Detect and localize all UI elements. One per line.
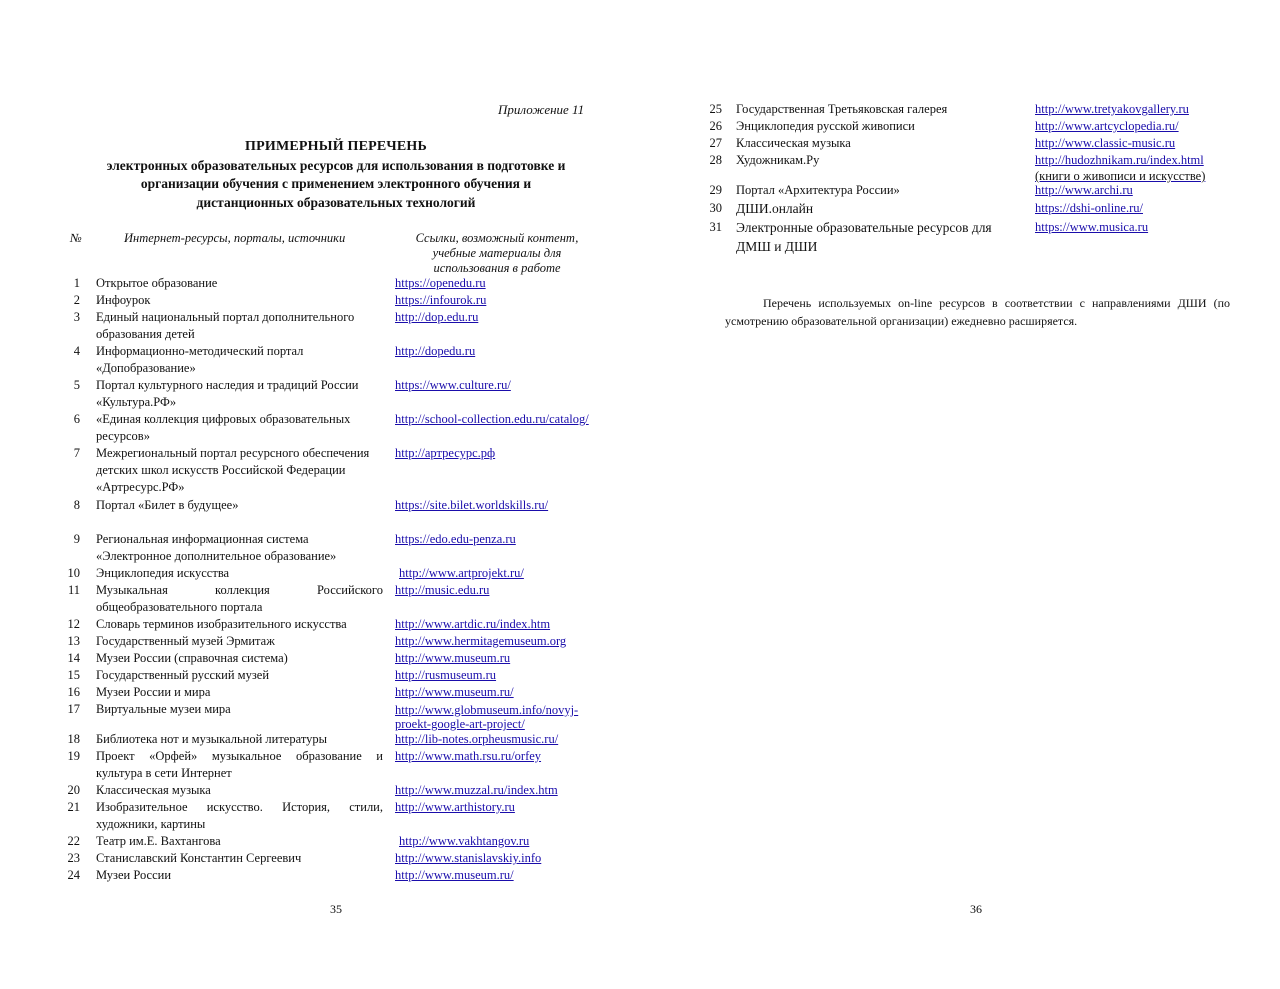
resource-link[interactable]: http://school-collection.edu.ru/catalog/	[395, 412, 589, 426]
resource-link[interactable]: http://www.stanislavskiy.info	[395, 851, 542, 865]
resource-link-url[interactable]: http://hudozhnikam.ru/index.html	[1035, 153, 1204, 167]
row-number: 2	[73, 293, 80, 307]
resource-link[interactable]: http://www.museum.ru/	[395, 868, 514, 882]
resource-name: Информационно-методический портал «Допобразование»	[96, 344, 304, 375]
row-number: 3	[73, 310, 80, 324]
document-title	[90, 138, 582, 212]
resource-name: Библиотека нот и музыкальной литературы	[96, 732, 328, 746]
row-number: 18	[67, 732, 80, 746]
row-number: 24	[67, 868, 80, 882]
resource-name: Региональная информационная система «Электронное дополнительное образование»	[96, 532, 337, 563]
resource-link[interactable]: http://www.classic-music.ru	[1035, 136, 1176, 150]
resource-name: Музеи России (справочная система)	[96, 651, 288, 665]
resource-link[interactable]	[395, 703, 578, 731]
resource-link[interactable]: http://music.edu.ru	[395, 583, 490, 597]
row-number: 30	[709, 201, 722, 215]
resource-name: Единый национальный портал дополнительного образования детей	[96, 310, 355, 341]
resource-link-line-1[interactable]: http://www.globmuseum.info/novyj-	[395, 703, 579, 717]
resource-name: Классическая музыка	[736, 136, 851, 150]
resource-name: Межрегиональный портал ресурсного обеспечения детских школ искусств Российской Федерации «Артресурс.РФ»	[96, 446, 370, 494]
row-number: 26	[709, 119, 722, 133]
resource-name: Изобразительное искусство. История, стили,	[96, 800, 383, 814]
resource-name: Классическая музыка	[96, 783, 211, 797]
annex-label: Приложение 11	[498, 102, 585, 117]
resource-link[interactable]: https://infourok.ru	[395, 293, 487, 307]
resource-name: Виртуальные музеи мира	[96, 702, 231, 716]
resource-name: Инфоурок	[96, 293, 151, 307]
row-number: 25	[709, 102, 722, 116]
resource-link[interactable]: http://rusmuseum.ru	[395, 668, 497, 682]
title-line-2: электронных образовательных ресурсов для использования в подготовке и	[106, 157, 566, 173]
title-line-1: ПРИМЕРНЫЙ ПЕРЕЧЕНЬ	[245, 139, 427, 154]
resource-name-cont: культура в сети Интернет	[96, 766, 232, 780]
row-number: 27	[709, 136, 722, 150]
resource-name: Художникам.Ру	[736, 153, 820, 167]
page-number: 36	[970, 902, 982, 916]
row-number: 17	[67, 702, 80, 716]
resource-link[interactable]: http://www.tretyakovgallery.ru	[1035, 102, 1189, 116]
row-number: 7	[73, 446, 80, 460]
resource-name: Музеи России	[96, 868, 172, 882]
resource-name-cont: художники, картины	[96, 817, 206, 831]
resource-name: Проект «Орфей» музыкальное образование и	[96, 749, 383, 763]
resource-link[interactable]	[1035, 152, 1205, 183]
resource-link[interactable]: http://www.math.rsu.ru/orfey	[395, 749, 542, 763]
resource-link[interactable]: http://www.arthistory.ru	[395, 800, 515, 814]
page-number: 35	[330, 902, 342, 916]
title-line-3: организации обучения с применением электронного обучения и	[140, 176, 532, 191]
resource-link[interactable]: http://www.vakhtangov.ru	[399, 834, 530, 848]
resource-name-cont: общеобразовательного портала	[96, 600, 263, 614]
row-number: 16	[67, 685, 80, 699]
resource-name: Государственный русский музей	[96, 668, 270, 682]
row-number: 8	[73, 498, 80, 512]
row-number: 14	[67, 651, 80, 665]
row-number: 12	[67, 617, 80, 631]
row-number: 15	[67, 668, 80, 682]
row-number: 6	[73, 412, 80, 426]
resource-name: Энциклопедия искусства	[96, 566, 230, 580]
resource-name: Государственная Третьяковская галерея	[736, 102, 948, 116]
resource-link[interactable]: https://www.culture.ru/	[395, 378, 511, 392]
resource-name: Портал «Архитектура России»	[736, 183, 900, 197]
resource-link-line-2[interactable]: proekt-google-art-project/	[395, 717, 525, 731]
title-line-4: дистанционных образовательных технологий	[196, 194, 476, 210]
resource-link[interactable]: https://site.bilet.worldskills.ru/	[395, 498, 549, 512]
resource-name: Музыкальная коллекция Российского	[96, 583, 383, 597]
row-number: 19	[67, 749, 80, 763]
resource-link[interactable]: http://www.artprojekt.ru/	[399, 566, 524, 580]
resource-link[interactable]: http://www.archi.ru	[1035, 183, 1133, 197]
resource-name: Электронные образовательные ресурсов для ДМШ и ДШИ	[736, 220, 992, 254]
resource-link[interactable]: http://www.artdic.ru/index.htm	[395, 617, 551, 631]
resource-link[interactable]: http://артресурс.рф	[395, 446, 496, 460]
closing-paragraph: Перечень используемых on-line ресурсов в соответствии с направлениями ДШИ (по усмотрению образовательной организации) ежедневно расширяется.	[725, 296, 1230, 328]
row-number: 31	[709, 220, 722, 234]
resource-link[interactable]: http://www.muzzal.ru/index.htm	[395, 783, 558, 797]
row-number: 11	[67, 583, 80, 597]
header-links: Ссылки, возможный контент, учебные материалы для использования в работе	[415, 231, 579, 275]
resource-name: Энциклопедия русской живописи	[736, 119, 915, 133]
row-number: 23	[67, 851, 80, 865]
row-number: 4	[73, 344, 80, 358]
resource-link[interactable]: http://dopedu.ru	[395, 344, 476, 358]
row-number: 9	[73, 532, 80, 546]
row-number: 20	[67, 783, 80, 797]
resource-link[interactable]: https://edo.edu-penza.ru	[395, 532, 516, 546]
resource-link[interactable]: https://openedu.ru	[395, 276, 486, 290]
resource-link[interactable]: http://www.artcyclopedia.ru/	[1035, 119, 1179, 133]
row-number: 22	[67, 834, 80, 848]
row-number: 13	[67, 634, 80, 648]
resource-name: ДШИ.онлайн	[736, 201, 814, 216]
resource-name: Станиславский Константин Сергеевич	[96, 851, 302, 865]
resource-note: (книги о живописи и искусстве)	[1035, 169, 1206, 183]
header-resources: Интернет-ресурсы, порталы, источники	[124, 231, 346, 245]
resource-name: Портал «Билет в будущее»	[96, 498, 239, 512]
resource-name: Открытое образование	[96, 276, 218, 290]
row-number: 5	[73, 378, 80, 392]
resource-link[interactable]: http://www.museum.ru/	[395, 685, 514, 699]
resource-link[interactable]: http://lib-notes.orpheusmusic.ru/	[395, 732, 559, 746]
resource-name: Музеи России и мира	[96, 685, 211, 699]
row-number: 21	[67, 800, 80, 814]
row-number: 10	[67, 566, 80, 580]
resource-link[interactable]: https://www.musica.ru	[1035, 220, 1149, 234]
resource-name: Театр им.Е. Вахтангова	[96, 834, 221, 848]
page-right	[640, 0, 1280, 989]
resource-link[interactable]: https://dshi-online.ru/	[1035, 201, 1143, 215]
resource-name: «Единая коллекция цифровых образовательных ресурсов»	[96, 412, 351, 443]
row-number: 29	[709, 183, 722, 197]
resource-link[interactable]: http://dop.edu.ru	[395, 310, 479, 324]
resource-link[interactable]: http://www.museum.ru	[395, 651, 511, 665]
row-number: 1	[73, 276, 80, 290]
resource-link[interactable]: http://www.hermitagemuseum.org	[395, 634, 567, 648]
resource-name: Словарь терминов изобразительного искусства	[96, 617, 347, 631]
resource-name: Портал культурного наследия и традиций России «Культура.РФ»	[96, 378, 359, 409]
resource-name: Государственный музей Эрмитаж	[96, 634, 275, 648]
row-number: 28	[709, 153, 722, 167]
header-number: №	[70, 231, 82, 245]
